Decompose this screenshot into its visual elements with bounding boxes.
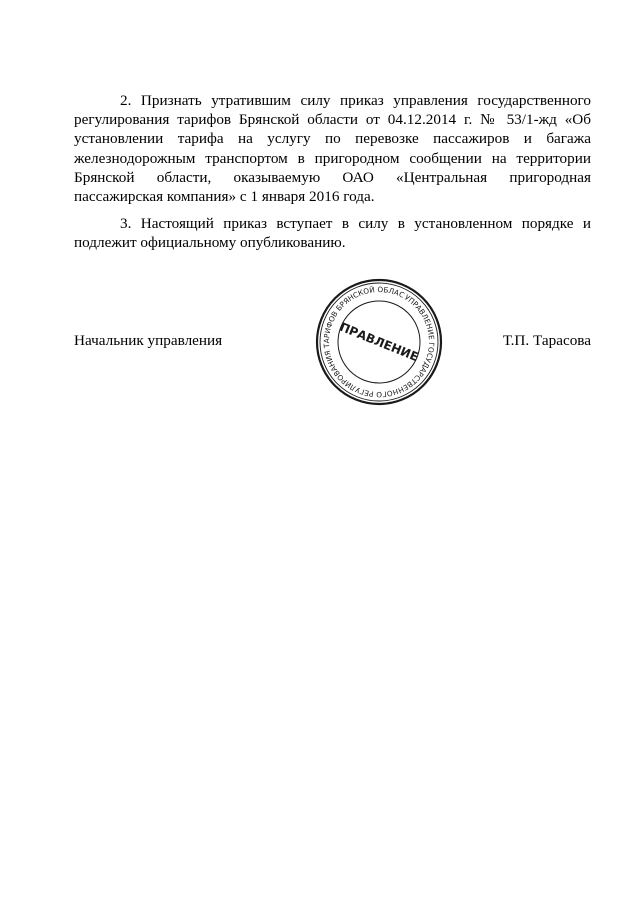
paragraph-2: 2. Признать утратившим силу приказ управления государственного регулирования тарифов Брянской области от 04.12.2014 г. № 53/1-жд «Об установлении тарифа на услугу по перевозке пассажиров и багажа железнодорожным транспортом в пригородном сообщении на территории Брянской области, оказываемую ОАО «Центральная пригородная пассажирская компания» с 1 января 2016 года.	[74, 92, 591, 206]
seal-center-lettering: ПРАВЛЕНИЕ	[337, 319, 421, 365]
signatory-name: Т.П. Тарасова	[502, 332, 591, 349]
signatory-title: Начальник управления	[74, 332, 223, 349]
svg-text:УПРАВЛЕНИЕ ГОСУДАРСТВЕННОГО РЕ: УПРАВЛЕНИЕ ГОСУДАРСТВЕННОГО РЕГУЛИРОВАНИЯ ТАРИФОВ БРЯНСКОЙ ОБЛАСТИ	[321, 284, 437, 400]
document-body	[74, 91, 591, 253]
paragraph-3: 3. Настоящий приказ вступает в силу в установленном порядке и подлежит официальному опубликованию.	[74, 215, 591, 252]
official-seal-stamp	[314, 277, 444, 407]
